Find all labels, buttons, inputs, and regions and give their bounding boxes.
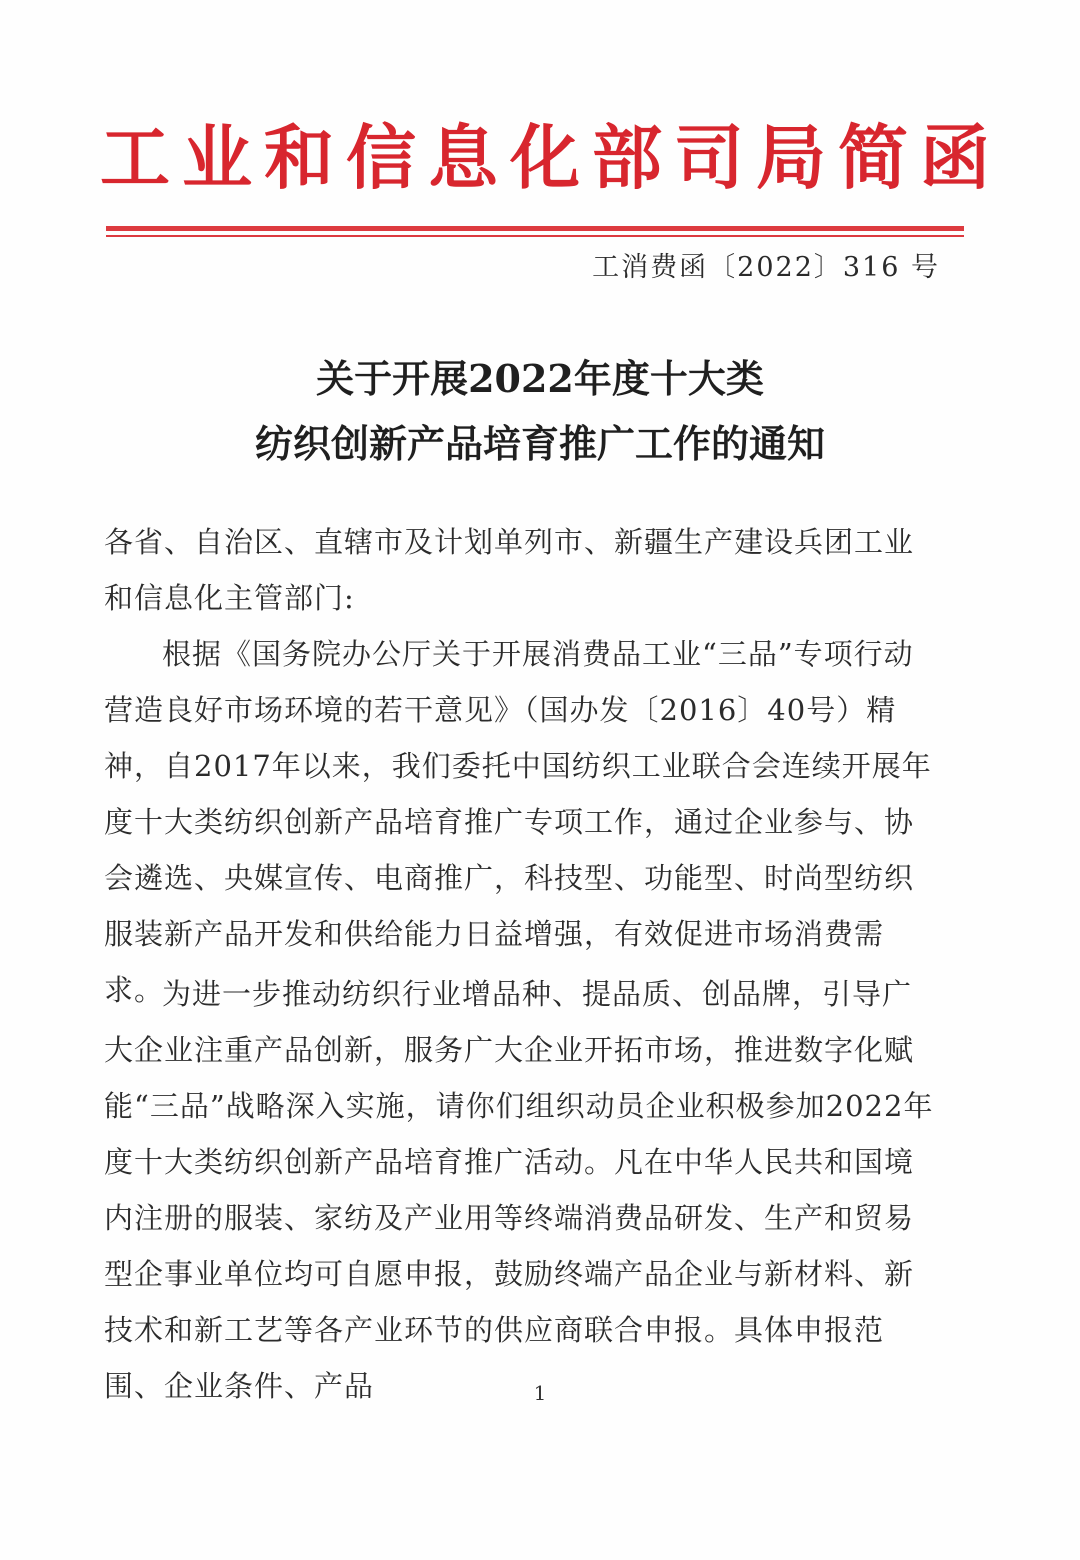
- salutation: 各省、自治区、直辖市及计划单列市、新疆生产建设兵团工业和信息化主管部门:: [104, 525, 915, 615]
- body-paragraph-1: 根据《国务院办公厅关于开展消费品工业“三品”专项行动营造良好市场环境的若干意见》（国办发〔2016〕40号）精神，自2017年以来，我们委托中国纺织工业联合会连续开展年度十大类纺织创新产品培育推广专项工作，通过企业参与、协会遴选、央媒宣传、电商推广，科技型、功能型、时尚型纺织服装新产品开发和供给能力日益增强，有效促进市场消费需求。: [104, 637, 932, 1007]
- letterhead-rule-thin: [106, 235, 964, 237]
- letterhead-title: 工业和信息化部司局简函: [100, 116, 1002, 199]
- document-title-line-2: 纺织创新产品培育推广工作的通知: [254, 421, 825, 466]
- letterhead-rule-thick: [106, 226, 964, 231]
- document-number: 工消费函〔2022〕316 号: [592, 252, 940, 283]
- body-paragraph-2: 为进一步推动纺织行业增品种、提品质、创品牌，引导广大企业注重产品创新，服务广大企业开拓市场，推进数字化赋能“三品”战略深入实施，请你们组织动员企业积极参加2022年度十大类纺织创新产品培育推广活动。凡在中华人民共和国境内注册的服装、家纺及产业用等终端消费品研发、生产和贸易型企事业单位均可自愿申报，鼓励终端产品企业与新材料、新技术和新工艺等各产业环节的供应商联合申报。具体申报范围、企业条件、产品: [104, 977, 934, 1403]
- document-title-line-1: 关于开展2022年度十大类: [316, 356, 764, 401]
- page-number: 1: [533, 1381, 547, 1405]
